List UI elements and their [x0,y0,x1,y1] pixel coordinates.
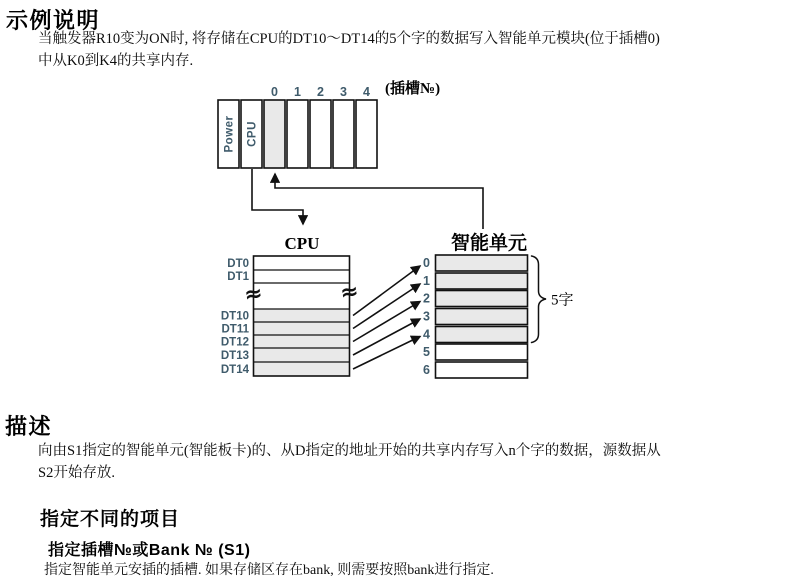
example-paragraph-line1: 当触发器R10变为ON时, 将存储在CPU的DT10～DT14的5个字的数据写入智能单元模块(位于插槽0) [38,31,660,47]
transfer-arrows [353,266,420,369]
cpu-row-label-dt13: DT13 [220,350,249,362]
slot-spec-paragraph: 指定智能单元安插的插槽. 如果存储区存在bank, 则需要按照bank进行指定. [44,563,494,578]
slot-number-0: 0 [271,85,278,99]
slot-number-2: 2 [317,85,324,99]
unit-memory-table [423,255,527,378]
rack-slot0-cell [264,100,285,168]
unit-row-2 [436,291,528,307]
cpu-block-title: CPU [284,234,320,253]
break-squiggle-left-icon: ≈ [242,280,265,309]
break-squiggle-right-icon: ≈ [338,278,361,307]
section-title-description: 描述 [5,414,53,439]
section-title-items: 指定不同的项目 [40,509,181,530]
unit-row-label-3: 3 [423,309,430,324]
rack-power-label: Power [223,115,236,153]
slot0-connector-arrow [275,174,483,229]
transfer-arrow-5 [353,337,420,370]
brace-label: 5字 [551,292,574,309]
rack-slot4-cell [356,100,377,168]
rack-slot2-cell [310,100,331,168]
unit-row-label-4: 4 [423,327,430,342]
slot-number-1: 1 [294,85,301,99]
cpu-connector-arrow [252,169,303,224]
unit-row-label-2: 2 [423,291,430,306]
unit-row-label-5: 5 [423,345,430,359]
rack-slot1-cell [287,100,308,168]
unit-row-label-6: 6 [423,363,430,377]
unit-block-title: 智能单元 [450,233,528,254]
slot-number-caption: (插槽№) [385,81,441,97]
unit-row-5 [436,344,528,360]
example-paragraph [38,28,660,72]
cpu-row-label-dt11: DT11 [221,323,249,336]
example-paragraph-line2: 中从K0到K4的共享内存. [38,53,194,69]
description-paragraph-line2: S2开始存放. [38,465,115,481]
cpu-row-label-dt14: DT14 [220,364,249,376]
transfer-arrow-4 [353,319,420,355]
unit-row-6 [436,362,528,378]
unit-row-3 [436,309,528,325]
rack [218,85,377,168]
cpu-shaded-region [254,309,350,376]
cpu-row-label-dt10: DT10 [220,310,249,323]
cpu-row-label-dt12: DT12 [220,336,249,349]
description-paragraph-line1: 向由S1指定的智能单元(智能板卡)的、从D指定的地址开始的共享内存写入n个字的数据，源数据从 [38,443,661,459]
cpu-row-label-dt0: DT0 [227,258,249,270]
unit-row-label-1: 1 [423,274,430,288]
five-words-brace [532,256,547,343]
description-paragraph [38,440,661,484]
rack-cpu-label: CPU [246,121,259,147]
unit-row-1 [436,273,528,289]
rack-slot3-cell [333,100,354,168]
unit-row-label-0: 0 [423,256,430,270]
unit-row-0 [436,255,528,271]
slot-number-3: 3 [340,85,347,99]
unit-row-4 [436,327,528,343]
section-title-example: 示例说明 [6,8,101,33]
subsection-title-slot-spec: 指定插槽№或Bank № (S1) [48,542,251,559]
cpu-memory-table [221,256,360,376]
slot-number-4: 4 [363,85,370,99]
cpu-row-label-dt1: DT1 [227,271,249,283]
